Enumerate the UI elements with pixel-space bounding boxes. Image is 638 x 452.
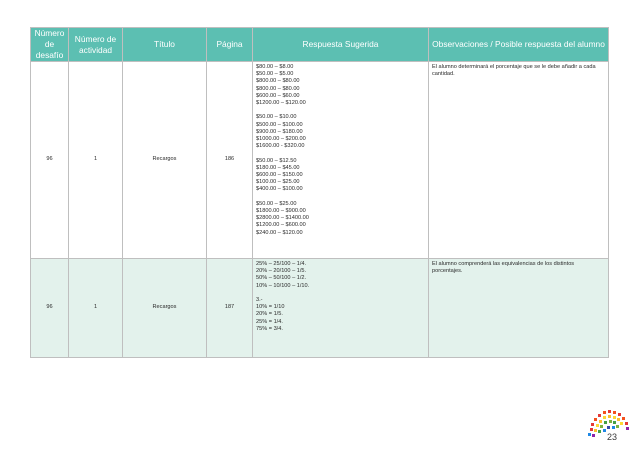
answer-line: $50.00 – $12.50 <box>256 157 297 164</box>
answer-line: $180.00 – $45.00 <box>256 164 300 171</box>
table-row <box>31 62 609 259</box>
table-row <box>31 259 609 358</box>
answer-line: $50.00 – $10.00 <box>256 114 297 121</box>
actividad-cell: 1 <box>69 259 123 358</box>
answer-line: $1800.00 – $900.00 <box>256 208 306 215</box>
answer-line: $2800.00 – $1400.00 <box>256 215 309 222</box>
answer-block <box>256 261 425 290</box>
desafio-cell: 96 <box>31 62 69 259</box>
answer-block <box>256 297 425 333</box>
header-pagina: Página <box>207 28 253 62</box>
titulo-cell: Recargos <box>123 259 207 358</box>
page-number: 23 <box>607 432 618 442</box>
respuesta-cell <box>253 62 429 259</box>
header-respuesta: Respuesta Sugerida <box>253 28 429 62</box>
actividad-cell: 1 <box>69 62 123 259</box>
respuesta-cell <box>253 259 429 358</box>
answer-line: $600.00 – $150.00 <box>256 172 303 179</box>
answer-line: $800.00 – $80.00 <box>256 85 300 92</box>
answer-line: $600.00 – $60.00 <box>256 92 300 99</box>
pagina-cell: 187 <box>207 259 253 358</box>
header-numero-actividad: Número de actividad <box>69 28 123 62</box>
answer-line: 20% = 1/5. <box>256 311 283 318</box>
titulo-cell: Recargos <box>123 62 207 259</box>
answer-line: $50.00 – $25.00 <box>256 200 297 207</box>
answer-line: $100.00 – $25.00 <box>256 179 300 186</box>
answer-line: 20% – 20/100 – 1/5. <box>256 268 307 275</box>
answer-line: $1600.00 - $320.00 <box>256 143 305 150</box>
answer-line: $500.00 – $100.00 <box>256 121 303 128</box>
answer-block <box>256 64 425 107</box>
answer-line: $400.00 – $100.00 <box>256 186 303 193</box>
answer-line: $1000.00 – $200.00 <box>256 136 306 143</box>
answer-line: $240.00 – $120.00 <box>256 229 303 236</box>
answer-line: $900.00 – $180.00 <box>256 128 303 135</box>
rainbow-arc-yellow <box>594 415 623 432</box>
answer-line: 25% – 25/100 – 1/4. <box>256 261 307 267</box>
answer-line: $1200.00 – $600.00 <box>256 222 306 229</box>
pagina-cell: 186 <box>207 62 253 259</box>
answer-line: $800.00 – $80.00 <box>256 78 300 85</box>
answer-line: 50% – 50/100 – 1/2. <box>256 275 307 282</box>
answer-line: 75% = 3/4. <box>256 325 283 332</box>
observaciones-cell: El alumno comprenderá las equivalencias de los distintos porcentajes. <box>429 259 609 358</box>
answer-line: $80.00 – $8.00 <box>256 64 294 70</box>
header-numero-desafio: Número de desafío <box>31 28 69 62</box>
answer-line: 3.- <box>256 297 263 303</box>
answer-line: 10% = 1/10 <box>256 304 285 311</box>
observaciones-cell: El alumno determinará el porcentaje que se le debe añadir a cada cantidad. <box>429 62 609 259</box>
answer-block <box>256 114 425 150</box>
answer-line: $50.00 – $5.00 <box>256 71 294 78</box>
header-titulo: Título <box>123 28 207 62</box>
answer-block <box>256 158 425 194</box>
desafio-cell: 96 <box>31 259 69 358</box>
header-row <box>31 28 609 62</box>
answers-table <box>30 27 609 358</box>
answer-line: $1200.00 – $120.00 <box>256 100 306 107</box>
header-observaciones: Observaciones / Posible respuesta del alumno <box>429 28 609 62</box>
answer-line: 25% = 1/4. <box>256 318 283 325</box>
answer-line: 10% – 10/100 – 1/10. <box>256 282 310 289</box>
answer-block <box>256 201 425 237</box>
